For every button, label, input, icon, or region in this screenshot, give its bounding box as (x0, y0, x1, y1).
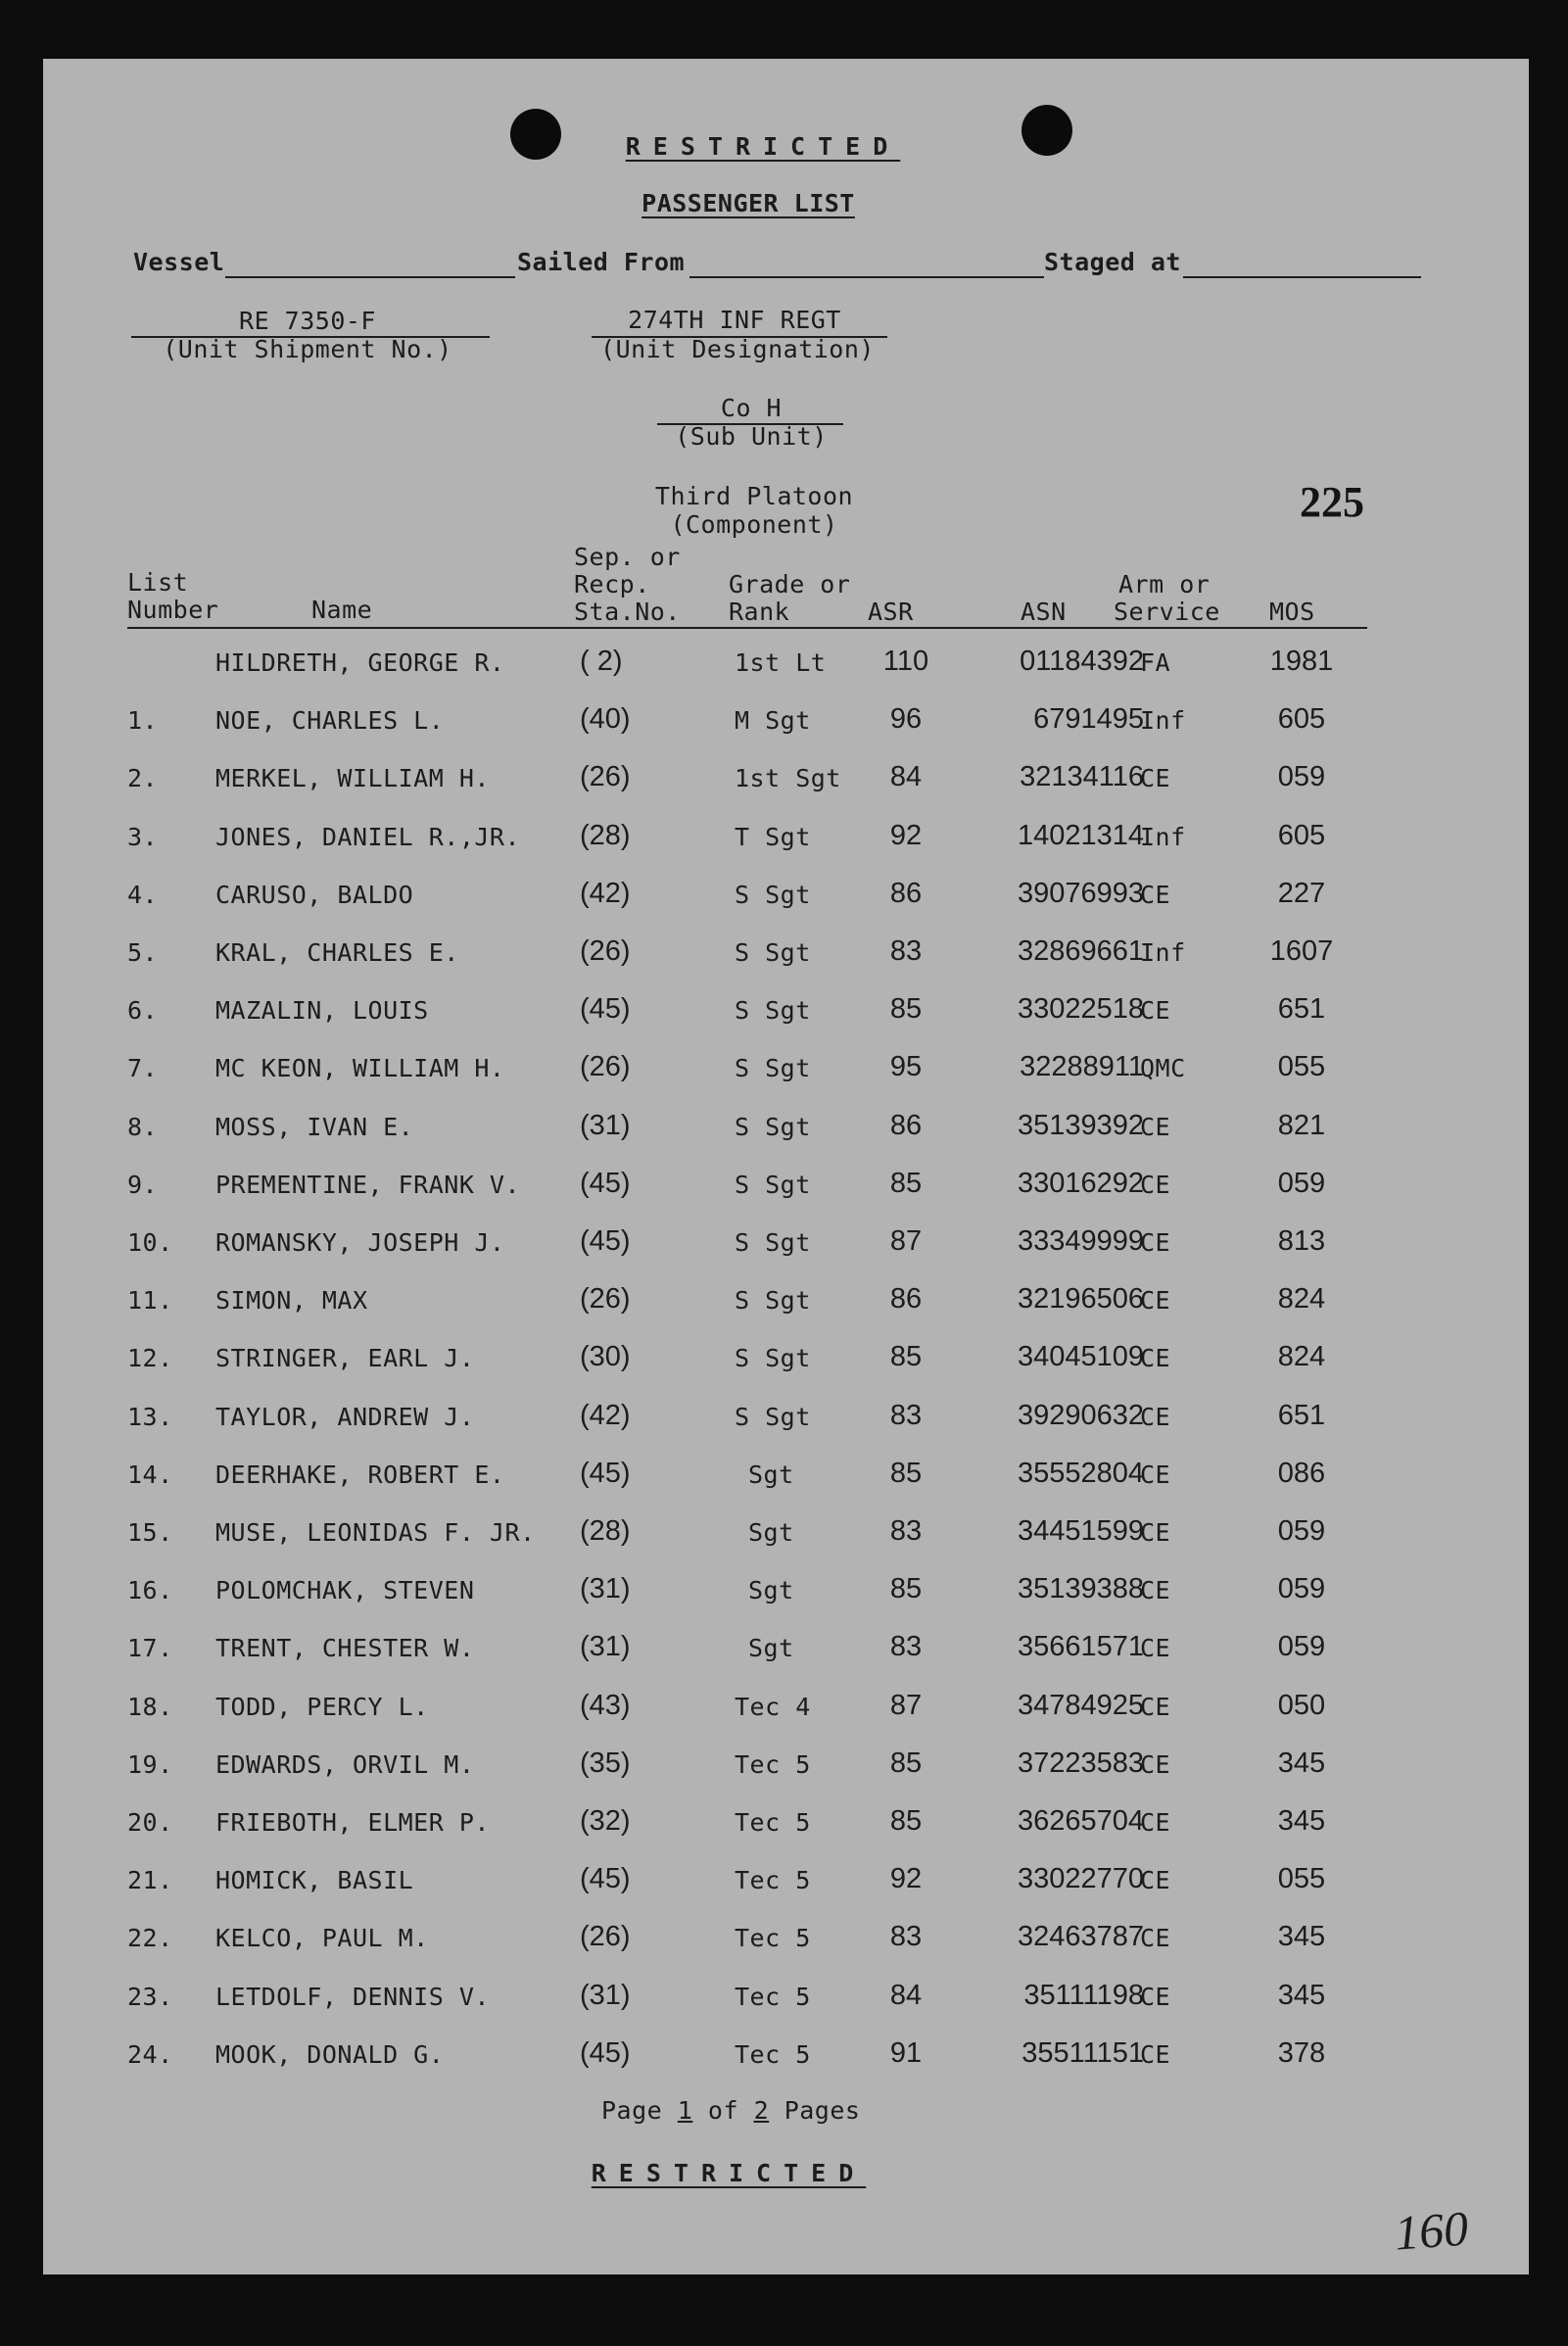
row-sta-no: (45) (580, 1863, 631, 1895)
row-asn: 33016292 (1017, 1167, 1144, 1199)
row-arm: CE (1140, 880, 1171, 909)
row-asn: 34045109 (1017, 1341, 1144, 1373)
row-grade: Sgt (748, 1634, 794, 1663)
row-asn: 14021314 (1017, 819, 1144, 851)
row-asr: 85 (889, 1167, 923, 1199)
row-mos: 378 (1277, 2036, 1326, 2069)
row-sta-no: (42) (580, 1399, 631, 1431)
row-grade: Sgt (748, 1518, 794, 1547)
row-sta-no: (28) (580, 819, 631, 851)
row-number: 15. (127, 1518, 173, 1547)
row-arm: CE (1140, 1866, 1171, 1895)
row-number: 7. (127, 1054, 159, 1083)
row-number: 24. (127, 2039, 173, 2069)
row-arm: CE (1140, 1286, 1171, 1316)
row-asn: 35552804 (1017, 1457, 1144, 1489)
page-prefix: Page (601, 2096, 663, 2125)
row-grade: Tec 5 (735, 1866, 811, 1895)
row-number: 5. (127, 938, 159, 967)
row-asr: 91 (889, 2036, 923, 2069)
row-asn: 32134116 (1020, 761, 1144, 793)
sailed-from-label: Sailed From (517, 248, 686, 276)
row-mos: 059 (1277, 1631, 1326, 1663)
row-sta-no: (45) (580, 1225, 631, 1257)
col-sta-line1: Sep. or (574, 543, 681, 571)
col-name: Name (311, 596, 373, 624)
row-sta-no: (43) (580, 1689, 631, 1721)
row-name: ROMANSKY, JOSEPH J. (215, 1228, 505, 1257)
table-row (43, 1167, 1529, 1210)
page-suffix: Pages (784, 2096, 861, 2125)
row-asr: 110 (882, 646, 929, 677)
row-number: 6. (127, 996, 159, 1026)
staged-at-label: Staged at (1044, 248, 1181, 276)
row-arm: CE (1140, 1518, 1171, 1547)
row-grade: S Sgt (735, 1228, 811, 1257)
row-number: 17. (127, 1634, 173, 1663)
row-arm: CE (1140, 1749, 1171, 1779)
row-mos: 345 (1277, 1921, 1326, 1953)
table-row (43, 761, 1529, 803)
row-name: LETDOLF, DENNIS V. (215, 1982, 490, 2011)
row-asr: 92 (889, 819, 923, 851)
row-mos: 605 (1277, 819, 1326, 851)
row-grade: S Sgt (735, 1402, 811, 1431)
classification-bottom: RESTRICTED (591, 2159, 867, 2187)
row-sta-no: (26) (580, 1051, 631, 1083)
row-name: SIMON, MAX (215, 1286, 368, 1316)
row-sta-no: (28) (580, 1515, 631, 1547)
unit-designation-caption: (Unit Designation) (600, 335, 875, 363)
row-name: KRAL, CHARLES E. (215, 938, 459, 967)
row-asr: 96 (889, 703, 923, 736)
table-row (43, 1921, 1529, 1963)
row-asn: 34451599 (1017, 1515, 1144, 1547)
table-row (43, 1399, 1529, 1442)
row-name: MAZALIN, LOUIS (215, 996, 429, 1026)
table-row (43, 648, 1529, 688)
row-name: TRENT, CHESTER W. (215, 1634, 475, 1663)
row-grade: S Sgt (735, 1112, 811, 1141)
row-sta-no: (31) (580, 1109, 631, 1141)
row-number: 3. (127, 822, 159, 851)
table-row (43, 1863, 1529, 1905)
page-current: 1 (677, 2096, 693, 2125)
row-asn: 32196506 (1017, 1283, 1144, 1316)
row-asr: 87 (889, 1225, 923, 1257)
row-number: 18. (127, 1692, 173, 1721)
table-row (43, 1051, 1529, 1093)
row-grade: S Sgt (735, 1286, 811, 1316)
row-arm: CE (1140, 1982, 1171, 2011)
col-sta-line2: Recp. (574, 570, 650, 598)
row-mos: 1981 (1269, 646, 1334, 677)
row-arm: CE (1140, 1808, 1171, 1837)
row-asr: 85 (889, 993, 923, 1026)
col-mos: MOS (1269, 598, 1315, 626)
row-asr: 86 (889, 1109, 923, 1141)
staged-at-line (1183, 276, 1421, 278)
row-number: 12. (127, 1344, 173, 1373)
col-arm-line1: Arm or (1118, 570, 1211, 598)
row-name: MC KEON, WILLIAM H. (215, 1054, 505, 1083)
row-mos: 1607 (1269, 935, 1334, 967)
sub-unit: Co H (720, 394, 783, 422)
row-sta-no: (26) (580, 1283, 631, 1316)
table-row (43, 703, 1529, 745)
row-number: 14. (127, 1460, 173, 1489)
table-row (43, 935, 1529, 978)
row-asn: 35139388 (1017, 1573, 1144, 1605)
row-arm: FA (1140, 648, 1171, 677)
row-asn: 33022518 (1017, 993, 1144, 1026)
row-sta-no: (45) (580, 993, 631, 1026)
row-grade: 1st Lt (735, 648, 827, 677)
table-row (43, 1109, 1529, 1152)
row-asr: 83 (889, 935, 923, 967)
row-sta-no: (32) (580, 1805, 631, 1837)
table-row (43, 1225, 1529, 1268)
table-row (43, 819, 1529, 862)
header-rule (127, 627, 1367, 629)
row-grade: Tec 5 (735, 1982, 811, 2011)
row-grade: S Sgt (735, 1170, 811, 1199)
row-asn: 34784925 (1017, 1689, 1144, 1721)
row-arm: Inf (1140, 822, 1186, 851)
row-mos: 055 (1277, 1863, 1326, 1895)
row-name: POLOMCHAK, STEVEN (215, 1576, 475, 1605)
row-name: KELCO, PAUL M. (215, 1924, 429, 1953)
row-arm: CE (1140, 1170, 1171, 1199)
row-sta-no: (26) (580, 1921, 631, 1953)
row-sta-no: (42) (580, 877, 631, 909)
row-grade: S Sgt (735, 1054, 811, 1083)
row-arm: CE (1140, 764, 1171, 793)
row-asn: 32288911 (1020, 1051, 1144, 1083)
row-sta-no: (45) (580, 1457, 631, 1489)
row-asr: 86 (889, 1283, 923, 1316)
row-grade: Sgt (748, 1460, 794, 1489)
row-name: MERKEL, WILLIAM H. (215, 764, 490, 793)
row-arm: QMC (1140, 1054, 1186, 1083)
row-asn: 33022770 (1017, 1863, 1144, 1895)
row-asr: 92 (889, 1863, 923, 1895)
row-number: 23. (127, 1982, 173, 2011)
row-name: HILDRETH, GEORGE R. (215, 648, 505, 677)
row-mos: 345 (1277, 1747, 1326, 1779)
row-grade: Sgt (748, 1576, 794, 1605)
classification-top: RESTRICTED (625, 132, 901, 161)
row-asr: 95 (889, 1051, 923, 1083)
row-mos: 651 (1277, 993, 1326, 1026)
component: Third Platoon (654, 482, 854, 510)
row-grade: S Sgt (735, 880, 811, 909)
vessel-line (225, 276, 515, 278)
row-sta-no: (31) (580, 1979, 631, 2011)
page-total: 2 (753, 2096, 770, 2125)
row-arm: CE (1140, 1692, 1171, 1721)
vessel-label: Vessel (133, 248, 225, 276)
row-number: 19. (127, 1749, 173, 1779)
unit-shipment-caption: (Unit Shipment No.) (163, 335, 452, 363)
row-name: PREMENTINE, FRANK V. (215, 1170, 521, 1199)
row-name: STRINGER, EARL J. (215, 1344, 475, 1373)
table-row (43, 993, 1529, 1035)
row-sta-no: ( 2) (580, 646, 623, 677)
table-row (43, 1573, 1529, 1615)
row-asn: 36265704 (1017, 1805, 1144, 1837)
sub-unit-caption: (Sub Unit) (675, 422, 828, 451)
component-caption: (Component) (670, 510, 838, 539)
document-sheet (43, 59, 1529, 2274)
row-asr: 85 (889, 1805, 923, 1837)
table-row (43, 1689, 1529, 1732)
table-row (43, 1283, 1529, 1325)
row-arm: CE (1140, 1228, 1171, 1257)
punch-hole-right (1022, 105, 1072, 156)
row-arm: CE (1140, 2039, 1171, 2069)
document-title: PASSENGER LIST (641, 189, 855, 217)
col-arm-line2: Service (1114, 598, 1220, 626)
row-number: 11. (127, 1286, 173, 1316)
row-asr: 85 (889, 1747, 923, 1779)
row-mos: 055 (1277, 1051, 1326, 1083)
row-asr: 85 (889, 1457, 923, 1489)
row-name: MOOK, DONALD G. (215, 2039, 445, 2069)
row-mos: 050 (1277, 1689, 1326, 1721)
row-grade: Tec 5 (735, 1924, 811, 1953)
row-arm: CE (1140, 1460, 1171, 1489)
row-arm: CE (1140, 1112, 1171, 1141)
row-number: 13. (127, 1402, 173, 1431)
row-asr: 87 (889, 1689, 923, 1721)
row-number: 16. (127, 1576, 173, 1605)
row-grade: S Sgt (735, 938, 811, 967)
row-asn: 35139392 (1017, 1109, 1144, 1141)
row-mos: 345 (1277, 1979, 1326, 2011)
row-name: TODD, PERCY L. (215, 1692, 429, 1721)
row-mos: 821 (1277, 1109, 1326, 1141)
row-asr: 83 (889, 1515, 923, 1547)
row-name: NOE, CHARLES L. (215, 706, 445, 736)
table-row (43, 1979, 1529, 2022)
col-asr: ASR (868, 598, 914, 626)
row-mos: 824 (1277, 1283, 1326, 1316)
row-name: DEERHAKE, ROBERT E. (215, 1460, 505, 1489)
row-asr: 83 (889, 1921, 923, 1953)
col-grade-line1: Grade or (729, 570, 851, 598)
row-name: MOSS, IVAN E. (215, 1112, 414, 1141)
row-number: 8. (127, 1112, 159, 1141)
row-grade: 1st Sgt (735, 764, 841, 793)
row-sta-no: (30) (580, 1341, 631, 1373)
table-row (43, 1631, 1529, 1673)
row-sta-no: (35) (580, 1747, 631, 1779)
table-row (43, 877, 1529, 920)
row-asr: 84 (889, 761, 923, 793)
row-number: 1. (127, 706, 159, 736)
row-arm: CE (1140, 1634, 1171, 1663)
table-row (43, 1457, 1529, 1500)
row-mos: 059 (1277, 1167, 1326, 1199)
row-asn: 01184392 (1020, 646, 1144, 677)
row-sta-no: (26) (580, 761, 631, 793)
sailed-from-line (689, 276, 1044, 278)
col-asn: ASN (1021, 598, 1067, 626)
row-mos: 059 (1277, 761, 1326, 793)
row-asn: 39290632 (1017, 1399, 1144, 1431)
row-mos: 813 (1277, 1225, 1326, 1257)
row-number: 22. (127, 1924, 173, 1953)
row-asn: 35511151 (1022, 2036, 1144, 2069)
row-mos: 605 (1277, 703, 1326, 736)
row-asn: 32463787 (1017, 1921, 1144, 1953)
row-mos: 824 (1277, 1341, 1326, 1373)
row-arm: CE (1140, 996, 1171, 1026)
row-grade: Tec 5 (735, 1749, 811, 1779)
row-arm: CE (1140, 1924, 1171, 1953)
row-mos: 059 (1277, 1573, 1326, 1605)
handwritten-number: 160 (1393, 2200, 1470, 2261)
row-name: EDWARDS, ORVIL M. (215, 1749, 475, 1779)
page-of: of (707, 2096, 739, 2125)
row-number: 10. (127, 1228, 173, 1257)
row-number: 9. (127, 1170, 159, 1199)
page-count (601, 2096, 860, 2125)
row-number: 4. (127, 880, 159, 909)
col-list-line2: Number (127, 596, 219, 624)
row-mos: 227 (1277, 877, 1326, 909)
row-mos: 345 (1277, 1805, 1326, 1837)
row-number: 2. (127, 764, 159, 793)
row-asn: 33349999 (1017, 1225, 1144, 1257)
row-asr: 83 (889, 1399, 923, 1431)
row-grade: Tec 5 (735, 1808, 811, 1837)
row-grade: Tec 5 (735, 2039, 811, 2069)
row-asn: 32869661 (1017, 935, 1144, 967)
row-sta-no: (31) (580, 1631, 631, 1663)
row-arm: Inf (1140, 938, 1186, 967)
row-sta-no: (40) (580, 703, 631, 736)
row-asn: 35111198 (1023, 1979, 1144, 2011)
row-grade: S Sgt (735, 1344, 811, 1373)
row-name: HOMICK, BASIL (215, 1866, 414, 1895)
row-mos: 086 (1277, 1457, 1326, 1489)
col-grade-line2: Rank (729, 598, 790, 626)
row-mos: 651 (1277, 1399, 1326, 1431)
row-asr: 86 (889, 877, 923, 909)
row-asn: 6791495 (1033, 703, 1144, 736)
row-name: JONES, DANIEL R.,JR. (215, 822, 521, 851)
row-name: MUSE, LEONIDAS F. JR. (215, 1518, 536, 1547)
table-row (43, 1747, 1529, 1790)
row-name: TAYLOR, ANDREW J. (215, 1402, 475, 1431)
row-arm: Inf (1140, 706, 1186, 736)
row-arm: CE (1140, 1402, 1171, 1431)
row-asn: 39076993 (1017, 877, 1144, 909)
table-row (43, 2036, 1529, 2080)
page-number-stamp: 225 (1300, 478, 1364, 526)
row-arm: CE (1140, 1576, 1171, 1605)
row-mos: 059 (1277, 1515, 1326, 1547)
row-name: FRIEBOTH, ELMER P. (215, 1808, 490, 1837)
row-asr: 85 (889, 1341, 923, 1373)
unit-designation: 274TH INF REGT (628, 306, 841, 334)
table-row (43, 1805, 1529, 1847)
col-sta-line3: Sta.No. (574, 598, 681, 626)
row-sta-no: (45) (580, 1167, 631, 1199)
row-asr: 83 (889, 1631, 923, 1663)
row-asn: 37223583 (1017, 1747, 1144, 1779)
row-sta-no: (45) (580, 2036, 631, 2069)
row-grade: M Sgt (735, 706, 811, 736)
col-list-line1: List (127, 568, 189, 597)
row-asn: 35661571 (1017, 1631, 1144, 1663)
row-number: 21. (127, 1866, 173, 1895)
row-sta-no: (31) (580, 1573, 631, 1605)
row-number: 20. (127, 1808, 173, 1837)
row-grade: T Sgt (735, 822, 811, 851)
row-arm: CE (1140, 1344, 1171, 1373)
row-asr: 84 (889, 1979, 923, 2011)
row-asr: 85 (889, 1573, 923, 1605)
row-name: CARUSO, BALDO (215, 880, 414, 909)
unit-shipment-number: RE 7350-F (239, 307, 376, 335)
row-sta-no: (26) (580, 935, 631, 967)
row-grade: S Sgt (735, 996, 811, 1026)
row-grade: Tec 4 (735, 1692, 811, 1721)
table-row (43, 1341, 1529, 1383)
table-row (43, 1515, 1529, 1557)
